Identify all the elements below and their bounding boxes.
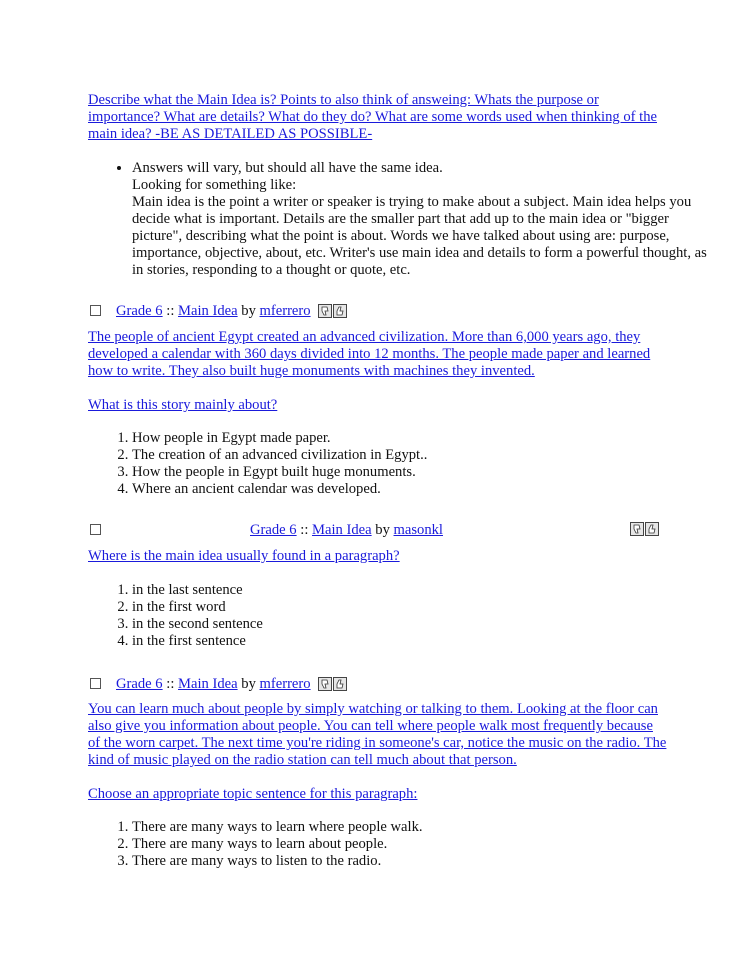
question-1-options — [88, 430, 692, 498]
option-item: 3. How the people in Egypt built huge monuments. — [132, 464, 692, 481]
question-3-passage[interactable]: You can learn much about people by simply watching or talking to them. Looking at the floor can also give you information about people. You can tell where people walk most frequently because of the worn carpet. The next time you're riding in someone's car, notice the music on the radio. The kind of music played on the radio station can tell much about that person. — [88, 701, 667, 768]
thumbs-down-icon[interactable] — [630, 522, 644, 536]
answer-body: Main idea is the point a writer or speaker is trying to make about a subject. Main idea helps you decide what is important. Details are the smaller part that add up to the main idea or "bigger picture", describing what the point is about. Words we have talked about using are: purpose, importance, objective, about, etc. Writer's use main idea and details to form a powerful thought, as in stories, responding to a thought or quote, etc. — [132, 194, 707, 278]
option-item: 3. There are many ways to listen to the radio. — [132, 853, 692, 870]
answer-line-2: Looking for something like: — [132, 177, 297, 193]
author-link[interactable]: mferrero — [259, 303, 311, 319]
option-item: 2. in the first word — [132, 599, 692, 616]
grade-link[interactable]: Grade 6 — [116, 303, 163, 319]
option-item: 4. in the first sentence — [132, 633, 692, 650]
option-item: 2. The creation of an advanced civilization in Egypt.. — [132, 447, 692, 464]
question-2-options — [88, 582, 692, 650]
vote-buttons — [318, 677, 348, 696]
option-item: 3. in the second sentence — [132, 616, 692, 633]
option-item: 2. There are many ways to learn about people. — [132, 836, 692, 853]
author-link[interactable]: masonkl — [393, 522, 443, 538]
thumbs-down-icon[interactable] — [318, 677, 332, 691]
thumbs-up-icon[interactable] — [333, 304, 347, 318]
option-item: 1. How people in Egypt made paper. — [132, 430, 692, 447]
checkbox-icon[interactable] — [90, 305, 101, 316]
answer-line-1: • Answers will vary, but should all have the same idea. — [132, 160, 443, 176]
question-3-meta — [116, 676, 348, 696]
thumbs-down-icon[interactable] — [318, 304, 332, 318]
separator: :: — [166, 303, 175, 319]
by-label: by — [375, 522, 390, 538]
question-1-prompt[interactable]: What is this story mainly about? — [88, 397, 278, 413]
question-1-meta — [116, 303, 348, 323]
question-3-header — [88, 676, 660, 696]
thumbs-up-icon[interactable] — [333, 677, 347, 691]
intro-question-link[interactable]: Describe what the Main Idea is? Points to also think of answeing: Whats the purpose or importance? What are details? What do they do? What are some words used when thinking of the main idea? -BE AS DETAILED AS POSSIBLE- — [88, 92, 657, 142]
option-item: 1. in the last sentence — [132, 582, 692, 599]
intro-answer-list — [88, 160, 712, 279]
checkbox-icon[interactable] — [90, 524, 101, 535]
author-link[interactable]: mferrero — [259, 676, 311, 692]
by-label: by — [241, 676, 256, 692]
question-1-passage[interactable]: The people of ancient Egypt created an advanced civilization. More than 6,000 years ago, they developed a calendar with 360 days divided into 12 months. The people made paper and learned how to write. They also built huge monuments with machines they invented. — [88, 329, 651, 379]
vote-buttons — [318, 304, 348, 323]
question-2-meta — [250, 522, 443, 539]
topic-link[interactable]: Main Idea — [178, 303, 238, 319]
option-item: 4. Where an ancient calendar was developed. — [132, 481, 692, 498]
grade-link[interactable]: Grade 6 — [250, 522, 297, 538]
separator: :: — [300, 522, 309, 538]
question-2-header — [88, 522, 660, 542]
thumbs-up-icon[interactable] — [645, 522, 659, 536]
option-item: 1. There are many ways to learn where people walk. — [132, 819, 692, 836]
question-3-options — [88, 819, 692, 870]
question-3-prompt[interactable]: Choose an appropriate topic sentence for this paragraph: — [88, 786, 418, 802]
vote-buttons — [630, 522, 660, 541]
question-1-header — [88, 303, 660, 323]
grade-link[interactable]: Grade 6 — [116, 676, 163, 692]
checkbox-icon[interactable] — [90, 678, 101, 689]
question-2-prompt[interactable]: Where is the main idea usually found in a paragraph? — [88, 548, 400, 564]
separator: :: — [166, 676, 175, 692]
intro-answer-item — [132, 160, 712, 279]
topic-link[interactable]: Main Idea — [312, 522, 372, 538]
topic-link[interactable]: Main Idea — [178, 676, 238, 692]
by-label: by — [241, 303, 256, 319]
